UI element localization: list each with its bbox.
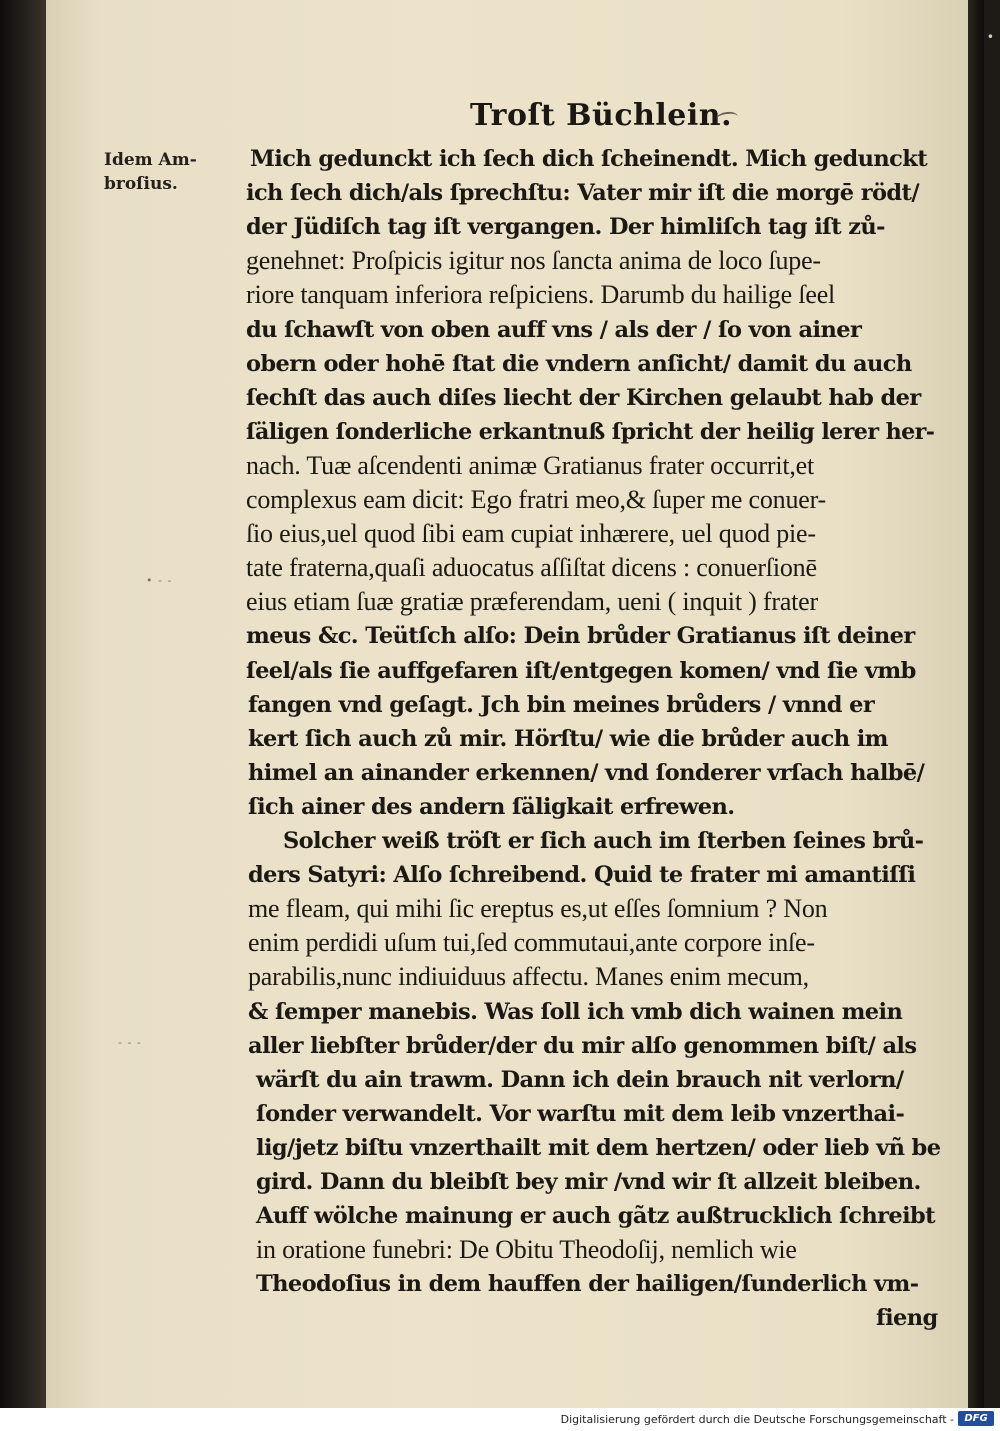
page-right-shadow [968, 0, 984, 1408]
text-line: nach. Tuæ aſcendenti animæ Gratianus frater occurrit,et [246, 450, 815, 480]
text-line: & ſemper manebis. Was ſoll ich vmb dich wainen mein [248, 998, 903, 1025]
text-line: Auff wölche mainung er auch gãtz außtrucklich ſchreibt [256, 1203, 935, 1230]
text-line: complexus eam dicit: Ego fratri meo,& ſuper me conuer- [246, 485, 826, 514]
text-line: ſäligen ſonderliche erkantnuß ſpricht der heilig lerer her- [246, 418, 935, 445]
text-line: lig/jetz biſtu vnzerthailt mit dem hertzen/ oder lieb vñ be [256, 1134, 941, 1161]
text-line: Theodoſius in dem hauffen der hailigen/ſunderlich vm- [256, 1271, 919, 1298]
text-line: parabilis,nunc indiuiduus affectu. Manes enim mecum, [248, 962, 809, 992]
text-line: eius etiam ſuæ gratiæ præferendam, ueni ( inquit ) frater [246, 587, 818, 617]
text-line: ſechſt das auch diſes liecht der Kirchen gelaubt hab der [246, 384, 921, 411]
binding-edge [0, 0, 46, 1408]
margin-note [104, 148, 222, 196]
text-line: tate fraterna,quaſi aduocatus aſſiſtat dicens : conuerſionē [246, 553, 817, 583]
text-line: Mich gedunckt ich ſech dich ſcheinendt. Mich gedunckt [250, 146, 928, 172]
text-line: riore tanquam inferiora reſpiciens. Darumb du hailige ſeel [246, 280, 836, 310]
corner-mark: • [986, 30, 994, 44]
dfg-logo: DFG [958, 1411, 994, 1426]
text-line: fangen vnd geſagt. Jch bin meines brůders / vnnd er [248, 691, 875, 718]
text-line: ſeel/als ſie auffgefaren iſt/entgegen komen/ vnd ſie vmb [246, 657, 916, 684]
text-line: ſonder verwandelt. Vor warſtu mit dem leib vnzerthai- [256, 1100, 905, 1127]
margin-mark: • - - [146, 574, 173, 587]
text-line: kert ſich auch zů mir. Hörſtu/ wie die brůder auch im [248, 725, 888, 752]
margin-note-line: Idem Am- [104, 150, 197, 170]
text-line: genehnet: Proſpicis igitur nos ſancta anima de loco ſupe- [246, 246, 821, 276]
text-line: in oratione funebri: De Obitu Theodoſij, nemlich wie [256, 1235, 797, 1265]
text-line: aller liebſter brůder/der du mir alſo genommen biſt/ als [248, 1032, 917, 1059]
text-line: enim perdidi uſum tui,ſed commutaui,ante corpore inſe- [248, 928, 815, 958]
text-line: gird. Dann du bleibſt bey mir /vnd wir ſt allzeit bleiben. [256, 1169, 921, 1195]
margin-mark: - - - [118, 1036, 142, 1049]
text-line: wärſt du ain trawm. Dann ich dein brauch nit verlorn/ [256, 1066, 904, 1093]
text-line: ders Satyri: Alſo ſchreibend. Quid te frater mi amantiſſi [248, 862, 916, 889]
running-head: Troſt Büchlein. [470, 98, 733, 133]
text-line: ſio eius,uel quod ſibi eam cupiat inhærere, uel quod pie- [246, 519, 816, 549]
text-line: ich ſech dich/als ſprechſtu: Vater mir iſt die morgē rödt/ [246, 180, 919, 207]
text-line: himel an ainander erkennen/ vnd ſonderer vrſach halbē/ [248, 759, 925, 786]
text-line: fieng [876, 1305, 938, 1332]
text-line: Solcher weiß tröſt er ſich auch im ſterben ſeines brů- [283, 828, 924, 854]
text-line: der Jüdiſch tag iſt vergangen. Der himliſch tag iſt zů- [246, 214, 885, 241]
text-line: du ſchawſt von oben auff vns / als der / ſo von ainer [246, 316, 862, 343]
text-line: ſich ainer des andern ſäligkait erfrewen. [248, 793, 735, 820]
margin-note-line: broſius. [104, 174, 178, 194]
text-line: meus &c. Teütſch alſo: Dein brůder Gratianus iſt deiner [246, 623, 915, 650]
text-line: obern oder hohē ſtat die vndern anſicht/ damit du auch [246, 350, 912, 377]
footer-credit: Digitalisierung gefördert durch die Deutsche Forschungsgemeinschaft - [560, 1413, 954, 1426]
text-line: me fleam, qui mihi ſic ereptus es,ut eſſes ſomnium ? Non [248, 894, 828, 924]
